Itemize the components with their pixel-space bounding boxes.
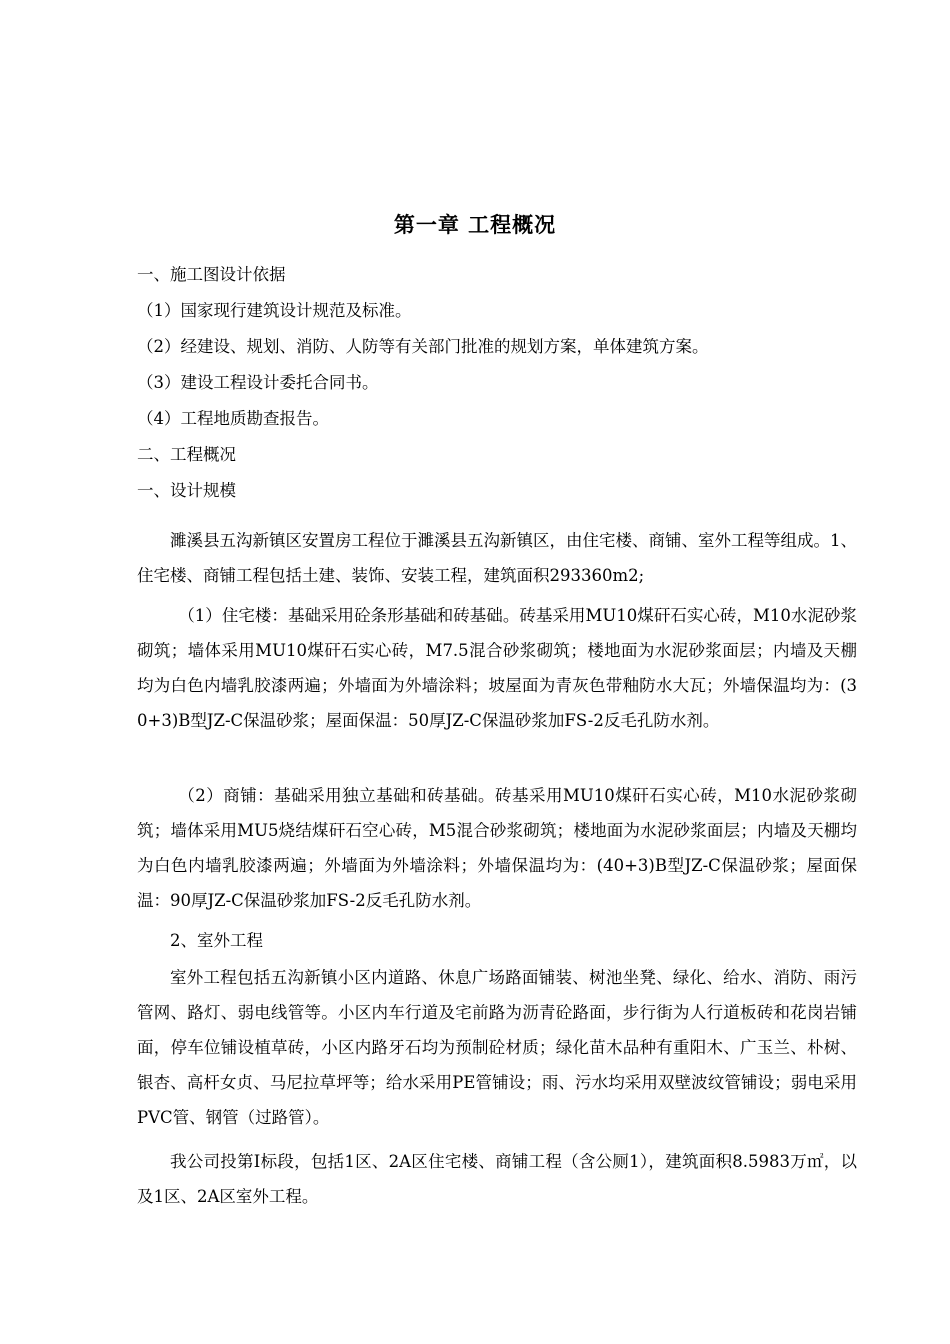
list-item: （3）建设工程设计委托合同书。 xyxy=(137,373,379,392)
list-item: （1）国家现行建筑设计规范及标准。 xyxy=(137,301,412,320)
list-item: （4）工程地质勘查报告。 xyxy=(137,409,329,428)
section-heading-scale: 一、设计规模 xyxy=(137,481,236,500)
paragraph-outdoor: 室外工程包括五沟新镇小区内道路、休息广场路面铺装、树池坐凳、绿化、给水、消防、雨污管网、路灯、弱电线管等。小区内车行道及宅前路为沥青砼路面，步行街为人行道板砖和花岗岩铺面，停车位铺设植草砖，小区内路牙石均为预制砼材质；绿化苗木品种有重阳木、广玉兰、朴树、银杏、高杆女贞、马尼拉草坪等；给水采用PE管铺设；雨、污水均采用双壁波纹管铺设；弱电采用PVC管、钢管（过路管）。 xyxy=(137,968,857,1127)
list-item: （2）经建设、规划、消防、人防等有关部门批准的规划方案，单体建筑方案。 xyxy=(137,337,709,356)
paragraph-shops: （2）商铺：基础采用独立基础和砖基础。砖基采用MU10煤矸石实心砖，M10水泥砂浆砌筑；墙体采用MU5烧结煤矸石空心砖，M5混合砂浆砌筑；楼地面为水泥砂浆面层；内墙及天棚均为白色内墙乳胶漆两遍；外墙面为外墙涂料；外墙保温均为：(40+3)B型JZ-C保温砂浆；屋面保温：90厚JZ-C保温砂浆加FS-2反毛孔防水剂。 xyxy=(137,786,857,910)
paragraph-residential: （1）住宅楼：基础采用砼条形基础和砖基础。砖基采用MU10煤矸石实心砖，M10水泥砂浆砌筑；墙体采用MU10煤矸石实心砖，M7.5混合砂浆砌筑；楼地面为水泥砂浆面层；内墙及天棚均为白色内墙乳胶漆两遍；外墙面为外墙涂料；坡屋面为青灰色带釉防水大瓦；外墙保温均为：(30+3)B型JZ-C保温砂浆；屋面保温：50厚JZ-C保温砂浆加FS-2反毛孔防水剂。 xyxy=(137,606,857,730)
chapter-title: 第一章 工程概况 xyxy=(393,213,557,237)
paragraph-intro: 濉溪县五沟新镇区安置房工程位于濉溪县五沟新镇区，由住宅楼、商铺、室外工程等组成。1、住宅楼、商铺工程包括土建、装饰、安装工程，建筑面积293360m2; xyxy=(137,531,857,585)
section-heading-design-basis: 一、施工图设计依据 xyxy=(137,265,286,284)
section-heading-outdoor: 2、室外工程 xyxy=(170,931,263,950)
section-heading-overview: 二、工程概况 xyxy=(137,445,236,464)
paragraph-bid: 我公司投第Ⅰ标段，包括1区、2A区住宅楼、商铺工程（含公厕1），建筑面积8.5983万㎡，以及1区、2A区室外工程。 xyxy=(137,1152,857,1206)
